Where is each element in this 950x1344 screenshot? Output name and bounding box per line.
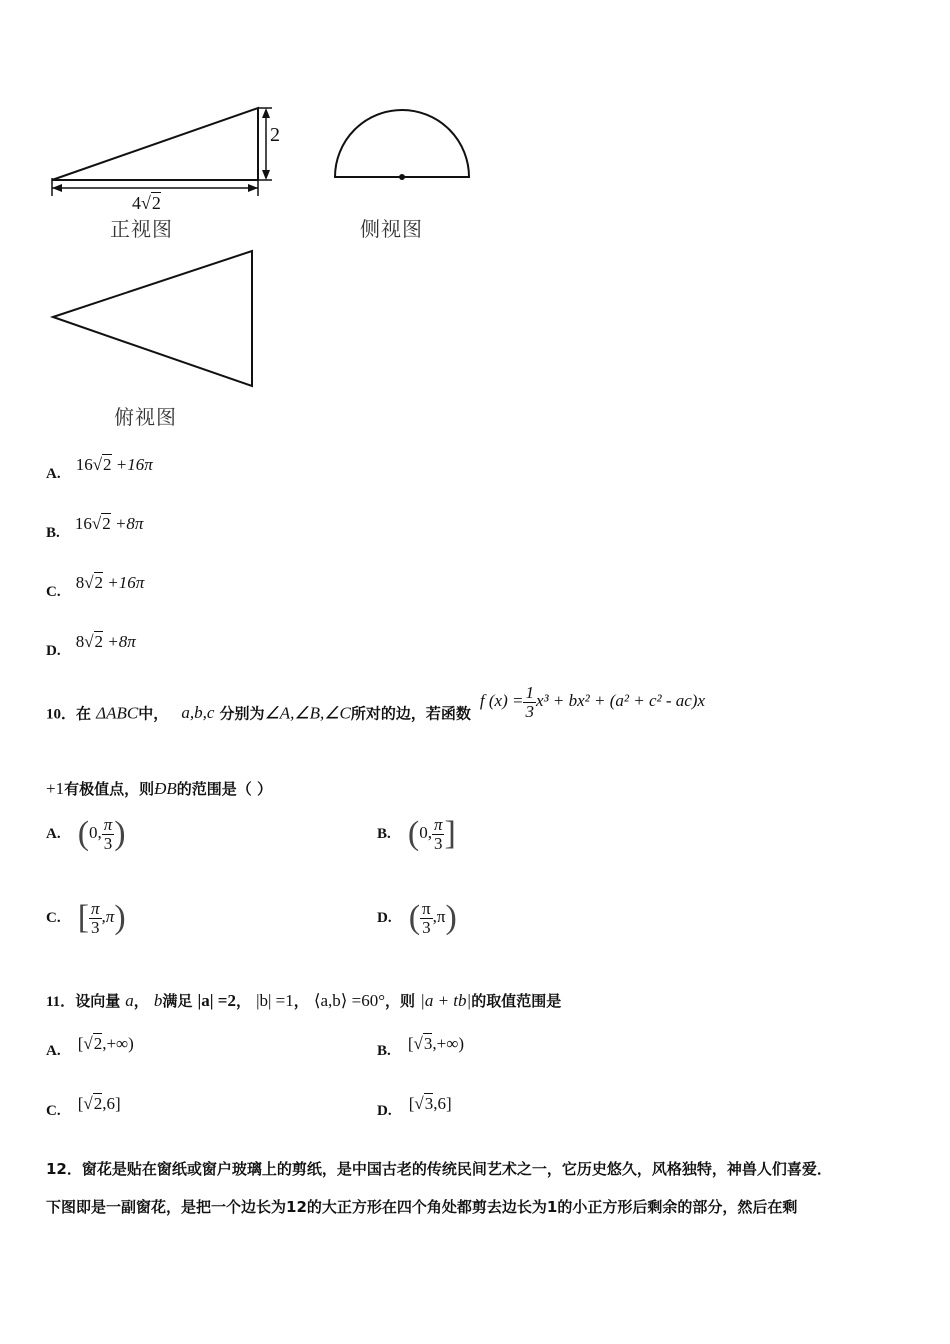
top-view-triangle — [53, 251, 252, 386]
front-view-label: 正视图 — [110, 217, 173, 241]
q11-option-c[interactable]: C. [√2,6] — [46, 1094, 121, 1119]
q11-option-a[interactable]: A. [√2,+∞) — [46, 1034, 134, 1059]
q9-option-d[interactable]: D. 8√2 +8π — [46, 632, 136, 659]
side-view-label: 侧视图 — [360, 217, 423, 241]
center-point — [399, 174, 405, 180]
width-arrow-left — [52, 184, 62, 192]
q10-stem-line2: +1有极值点，则ÐB的范围是（ ） — [46, 779, 273, 798]
height-arrow-up — [262, 108, 270, 118]
q10-function: f (x) = $\frac{1}{3}$ x³ + bx² + (a² + c² - ac)x — [479, 683, 705, 721]
height-arrow-down — [262, 170, 270, 180]
height-label: 2 — [270, 124, 281, 146]
q11-option-b[interactable]: B. [√3,+∞) — [377, 1034, 464, 1059]
width-arrow-right — [248, 184, 258, 192]
q9-option-c[interactable]: C. 8√2 +16π — [46, 573, 145, 600]
q9-option-b[interactable]: B. 16√2 +8π — [46, 514, 144, 541]
front-view-triangle — [52, 108, 258, 180]
q12-line-2: 下图即是一副窗花，是把一个边长为12的大正方形在四个角处都剪去边长为1的小正方形后剩余的部分，然后在剩 — [46, 1198, 798, 1216]
q9-option-a[interactable]: A. 16√2 +16π — [46, 455, 153, 482]
q11-stem: 11．设向量 a， b满足 |a| =2， |b| =1， ⟨a,b⟩ =60°，则 |a + tb|的取值范围是 — [46, 991, 562, 1010]
q10-option-d[interactable]: D. ( $\frac{\pi}{3}$ ,π) — [377, 898, 457, 937]
q10-option-a[interactable]: A. (0, $\frac{\pi}{3}$ ) — [46, 814, 126, 853]
top-view-label: 俯视图 — [114, 405, 177, 429]
q11-option-d[interactable]: D. [√3,6] — [377, 1094, 452, 1119]
q10-option-c[interactable]: C. [ $\frac{\pi}{3}$ ,π) — [46, 898, 126, 937]
side-view-semicircle — [335, 110, 469, 177]
q10-option-b[interactable]: B. (0, $\frac{\pi}{3}$ ] — [377, 814, 456, 853]
width-label: 4√2 — [132, 193, 161, 213]
q10-stem-line1: 10．在 ΔABC中， a,b,c 分别为∠A,∠B,∠C所对的边，若函数 f (x) = $\frac{1}{3}$ x³ + bx² + (a² + c² - ac)x — [46, 683, 705, 723]
q12-line-1: 12．窗花是贴在窗纸或窗户玻璃上的剪纸，是中国古老的传统民间艺术之一，它历史悠久，风格独特，神兽人们喜爱． — [46, 1160, 832, 1178]
